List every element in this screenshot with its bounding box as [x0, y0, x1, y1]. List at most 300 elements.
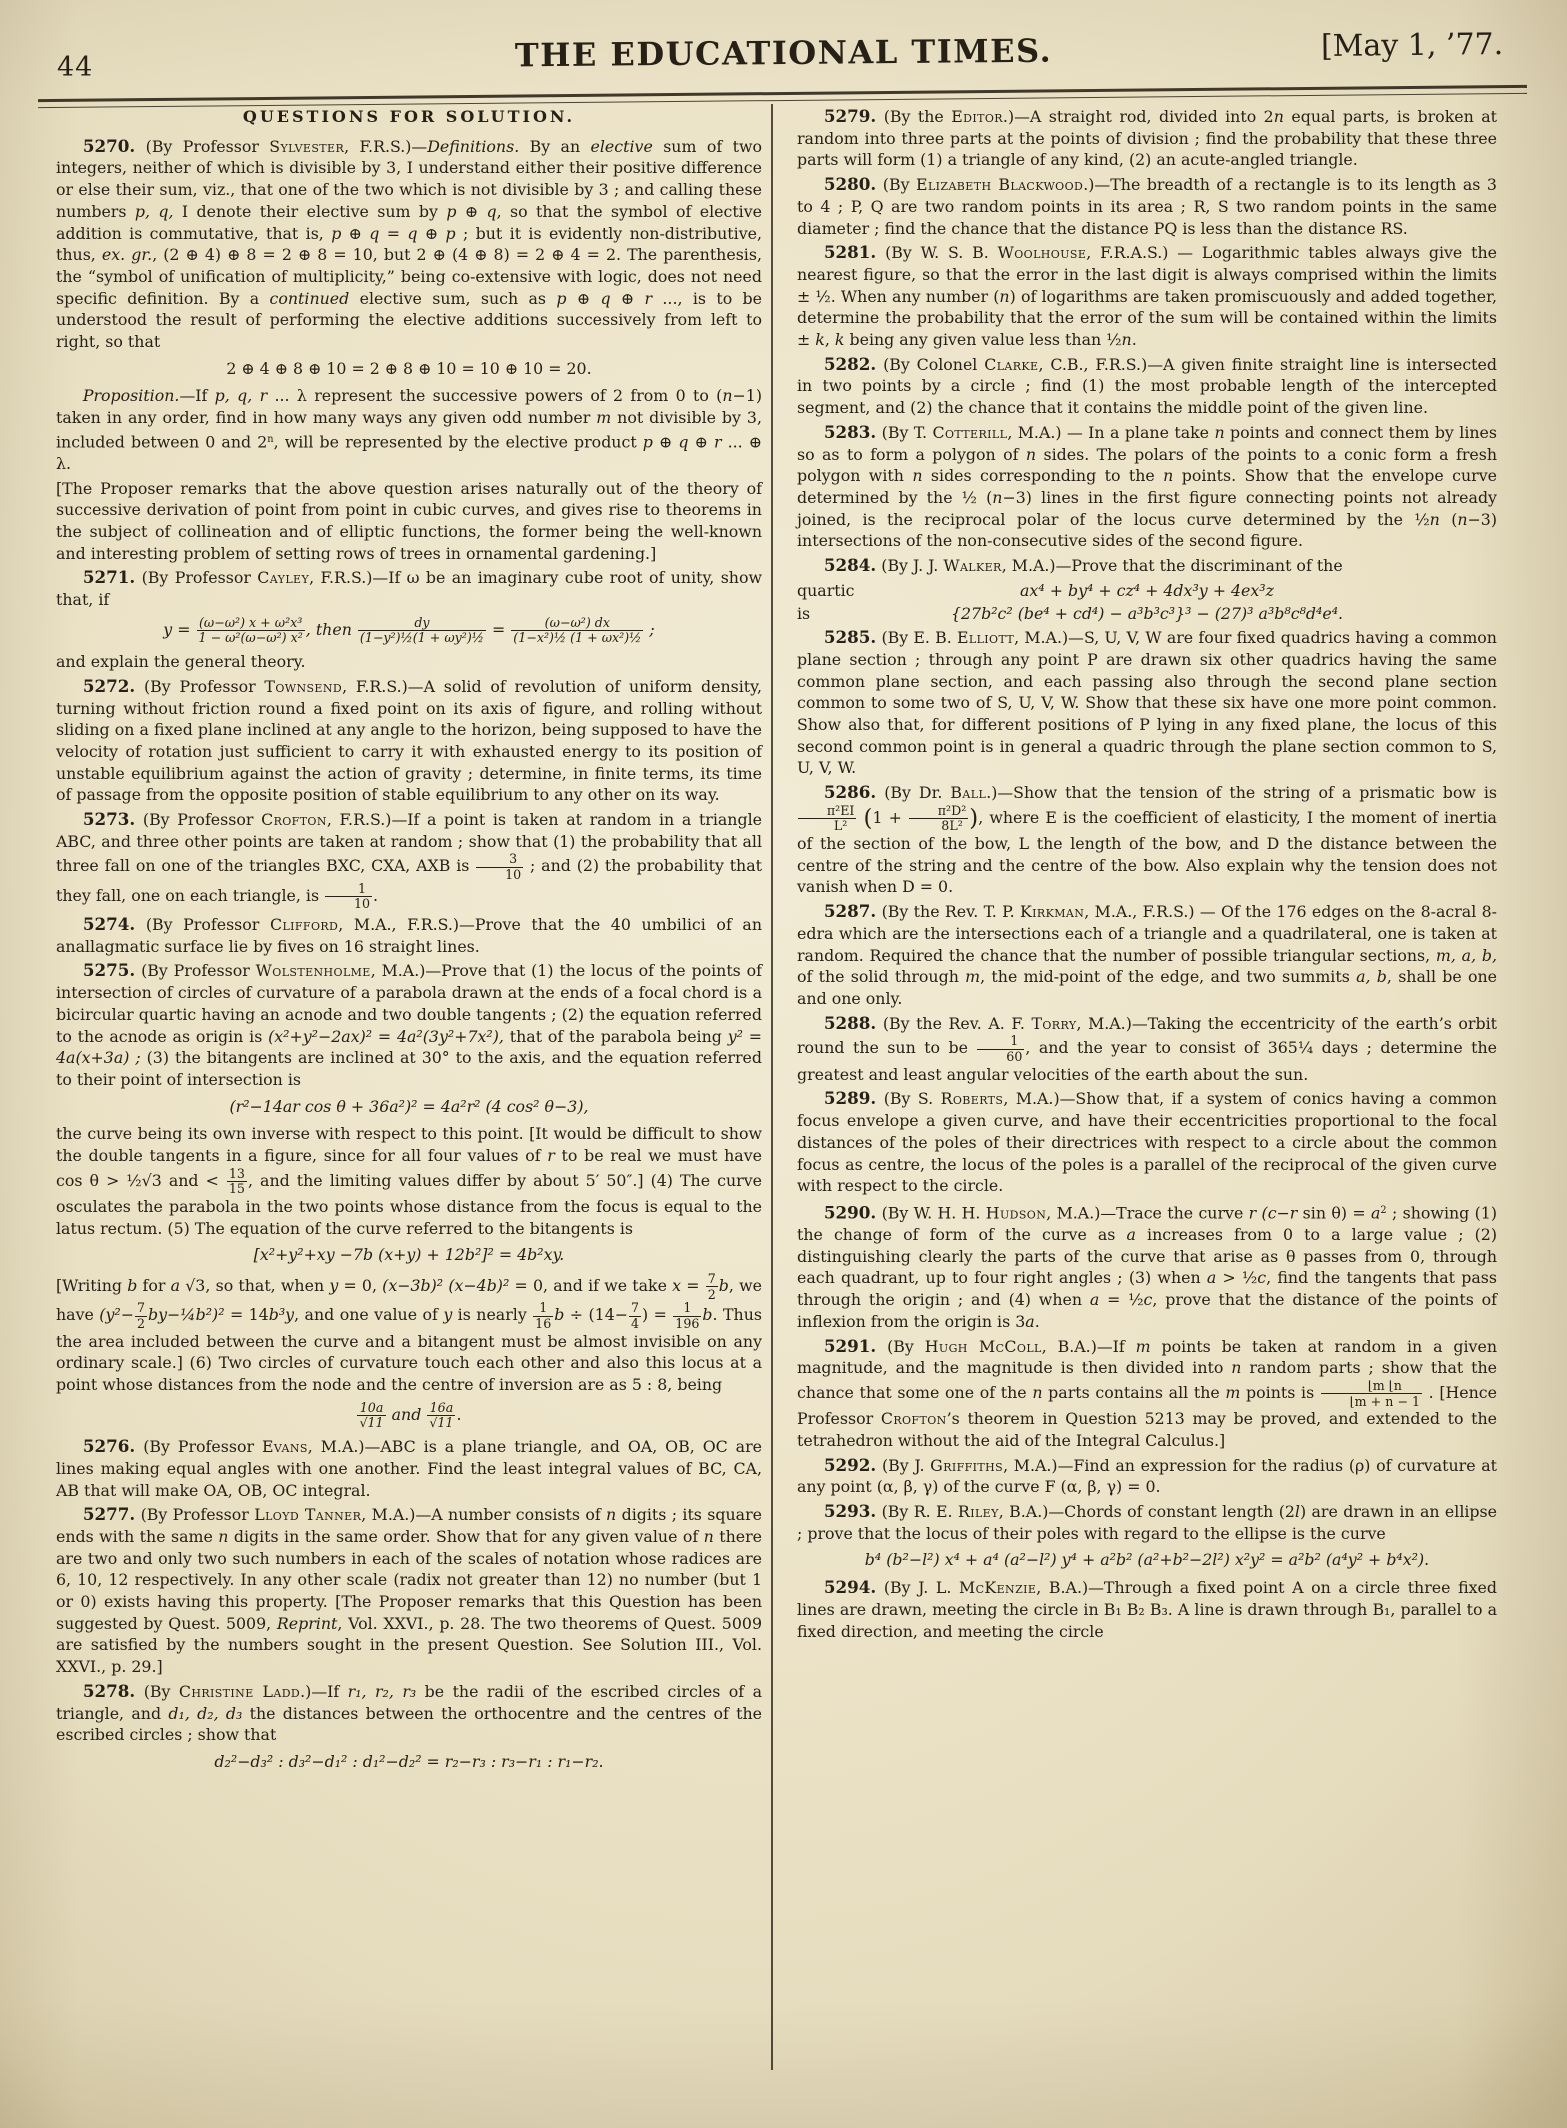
- italic-run: continued: [269, 288, 350, 308]
- small-caps-name: Roberts: [940, 1089, 1004, 1109]
- italic-run: a, b: [1356, 967, 1387, 987]
- italic-run: n: [999, 286, 1010, 306]
- text-run: be the radii of the escribed circles of a triangle, and: [56, 1681, 762, 1723]
- text-run: [Writing: [56, 1275, 128, 1295]
- italic-run: q: [486, 201, 497, 221]
- italic-run: 36a²)² = 4a²r²: [369, 1096, 481, 1116]
- question-paragraph: [797, 1577, 1497, 1642]
- italic-run: n: [1163, 466, 1174, 486]
- text-run: ; but it is evidently non-distributive, thus,: [56, 223, 762, 265]
- italic-run: p, q,: [134, 201, 174, 221]
- text-run: (By Professor: [135, 915, 270, 935]
- small-caps-name: Clarke: [984, 354, 1039, 374]
- formula-line: [56, 1244, 762, 1266]
- italic-run: c: [1257, 1268, 1267, 1288]
- text-run: , shall be one and one only.: [797, 967, 1498, 1008]
- italic-run: q: [678, 432, 689, 452]
- italic-run: n: [912, 466, 923, 486]
- question-paragraph: [797, 174, 1497, 239]
- fraction: $\frac{3}{10}$: [475, 852, 524, 881]
- italic-run: ax⁴ + by⁴ + cz⁴ + 4dx³y + 4ex³z: [1020, 580, 1274, 600]
- text-run: , prove that the distance of the points of inflexion from the origin is 3: [797, 1290, 1498, 1331]
- text-run: (By Colonel: [876, 354, 985, 374]
- fraction: $\frac{7}{2}$: [136, 1300, 145, 1332]
- text-run: points and connect them by lines so as to form a polygon of: [797, 422, 1498, 464]
- page-number: 44: [57, 52, 94, 83]
- question-number: 5289.: [823, 1088, 877, 1109]
- text-run: ) are drawn in an ellipse ; prove that the locus of their poles with regard to the ellipse is the curve: [797, 1502, 1497, 1543]
- fraction: $\frac{⌊m ⌊n}{⌊m + n - 1}$: [1320, 1379, 1423, 1408]
- italic-run: n: [1457, 509, 1468, 529]
- question-number: 5286.: [823, 782, 877, 803]
- italic-run: b: [127, 1275, 138, 1295]
- question-paragraph: [797, 354, 1497, 419]
- italic-run: r₁, r₂, r₃: [347, 1681, 417, 1701]
- italic-run: q: [407, 223, 418, 243]
- fraction: $\frac{7}{2}$: [707, 1271, 716, 1302]
- small-caps-name: Editor: [951, 107, 1003, 126]
- text-run: , M.A.)—Prove that (1) the locus of the points of intersection of circles of curvature of a parabola drawn at the ends of a focal chord is a bicircular quartic having an acnode and two double tangents ; (2) the equation referred to the acnode as origin is: [56, 961, 762, 1046]
- question-paragraph: [56, 914, 762, 957]
- text-run: (By the Rev. A. F.: [876, 1013, 1032, 1033]
- text-run: (3) the bitangents are inclined at 30° to the axis, and the equation referred to their point of intersection is: [56, 1048, 762, 1089]
- text-run: not divisible by 3, included between 0 and 2: [56, 408, 762, 452]
- small-caps-name: Evans: [261, 1437, 308, 1457]
- text-run: 2 ⊕ 4 ⊕ 8 ⊕ 10 = 2 ⊕ 8 ⊕ 10 = 10 ⊕ 10 = 20.: [226, 358, 592, 378]
- question-number: 5284.: [823, 555, 877, 576]
- italic-run: y² = 4a(x+3a) ;: [56, 1026, 763, 1068]
- question-paragraph: [797, 555, 1497, 577]
- small-caps-name: Torry: [1031, 1013, 1077, 1033]
- text-run: , M.A.)—ABC is a plane triangle, and OA, OB, OC are lines making equal angles with one another. Find the least integral values of BC, CA, AB that will make OA, OB, OC integral.: [56, 1437, 763, 1500]
- text-run: , B.A.)—If: [1041, 1336, 1136, 1356]
- text-run: , and the limiting values differ by about 5′ 50″.] (4) The curve osculates the parabola in the two points whose distance from the focus is equal to the latus rectum. (5) The equation of the curve referred to the bitangents is: [56, 1170, 762, 1238]
- big-paren: ): [969, 805, 979, 832]
- text-run: points is: [1240, 1382, 1320, 1402]
- text-run: ’s theorem in Question 5213 may be proved, and extended to the tetrahedron without the aid of the Integral Calculus.]: [797, 1409, 1498, 1450]
- question-paragraph: [56, 1272, 762, 1396]
- small-caps-name: Woolhouse: [997, 243, 1087, 263]
- italic-run: m: [1225, 1382, 1241, 1402]
- column-divider: [771, 104, 773, 2070]
- formula-line: [797, 1549, 1497, 1571]
- small-caps-name: Cayley: [257, 568, 310, 588]
- small-caps-name: Riley: [957, 1502, 999, 1521]
- question-number: 5288.: [823, 1012, 877, 1033]
- question-paragraph: [56, 385, 762, 474]
- italic-run: n: [1121, 330, 1132, 350]
- text-run: ÷ (14−: [564, 1305, 628, 1325]
- text-run: ..., is to be understood the result of performing the elective additions successively from left to right, so that: [56, 288, 763, 352]
- text-run: ,: [824, 330, 835, 350]
- page-title: THE EDUCATIONAL TIMES.: [514, 31, 1053, 75]
- question-number: 5277.: [82, 1504, 136, 1525]
- text-run: = 0, and if we take: [509, 1275, 673, 1295]
- text-run: (4 cos² θ−3),: [480, 1096, 589, 1116]
- italic-run: c: [1143, 1290, 1153, 1310]
- text-run: ... λ represent the successive powers of 2 from 0 to (: [267, 386, 723, 406]
- italic-run: m: [1135, 1336, 1151, 1356]
- equation-side-label: quartic: [797, 580, 855, 600]
- text-run: , M.A.) — In a plane take: [1007, 422, 1215, 442]
- text-run: , the mid-point of the edge, and two summits: [980, 967, 1357, 987]
- text-run: (By W. H. H.: [876, 1203, 986, 1223]
- text-run: there are two and only two such numbers in each of the scales of notation whose radices are 6, 10, 12 respectively. In any other scale (radix not greater than 12) no number (but 1 or 0) exists having this property. [The Proposer remarks that this Question has been suggested by Quest. 5009,: [56, 1526, 763, 1633]
- small-caps-name: Sylvester: [269, 136, 345, 156]
- text-run: ⊕: [417, 223, 446, 243]
- text-run: −1) taken in any order, find in how many ways any given odd number: [56, 386, 762, 428]
- superscript: 2: [1380, 1204, 1387, 1216]
- question-paragraph: [56, 1504, 762, 1678]
- italic-run: Proposition.: [82, 386, 180, 406]
- text-run: ⊕: [652, 432, 679, 452]
- italic-run: d₂²−d₃² : d₃²−d₁² : d₁²−d₂² = r₂−r₃ : r₃−r₁ : r₁−r₂.: [214, 1751, 604, 1771]
- text-run: =: [172, 619, 196, 639]
- italic-run: by−¼b²)²: [148, 1305, 225, 1325]
- text-run: , M.A.)—A number consists of: [361, 1505, 607, 1525]
- text-run: , F.R.S.)—A solid of revolution of uniform density, turning without friction round a fixed point on its axis of figure, and rolling without sliding on a fixed plane inclined at any angle to the horizon, being supposed to have the velocity of rotation just sufficient to carry it with exhausted energy to its position of unstable equilibrium against the action of gravity ; determine, in finite terms, its time of passage from the opposite position of stable equilibrium to any other on its way.: [56, 676, 762, 805]
- fraction: $\frac{\text{π²D²}}{\text{8L²}}$: [908, 804, 969, 833]
- italic-run: (x−3b)² (x−4b)²: [382, 1275, 510, 1295]
- fraction: $\frac{16a}{√11}$: [429, 1399, 454, 1431]
- italic-run: y: [443, 1305, 453, 1325]
- text-run: sides corresponding to the: [922, 466, 1164, 486]
- italic-run: b: [554, 1305, 565, 1325]
- text-run: , M.A.)—Find an expression for the radius (ρ) of curvature at any point (α, β, γ) of the curve F (α, β, γ) = 0.: [797, 1455, 1497, 1497]
- italic-run: r: [547, 1146, 555, 1166]
- fraction: $\frac{1}{60}$: [976, 1034, 1025, 1063]
- text-run: , F.R.S.)—If ω be an imaginary cube root of unity, show that, if: [56, 568, 763, 610]
- text-run: , where E is the coefficient of elasticity, I the moment of inertia of the section of the bow, L the length of the bow, and D the distance between the centre of the string and the centre of the bow. Also explain why the tension does not vanish when D = 0.: [797, 807, 1497, 897]
- text-run: (By Professor: [135, 568, 258, 588]
- formula-line: [56, 1751, 762, 1773]
- text-run: (By W. S. B.: [876, 243, 998, 263]
- text-run: , M.A., F.R.S.)—Prove that the 40 umbilici of an anallagmatic surface lie by fives on 16 straight lines.: [56, 915, 762, 956]
- fraction: $\frac{dy}{\text{(1−y²)½(1 + ωy²)½}}$: [359, 614, 484, 646]
- italic-run: Definitions.: [427, 136, 520, 156]
- text-run: ; and (2) the probability that they fall, one on each triangle, is: [56, 856, 762, 905]
- text-run: , M.A.)—Taking the eccentricity of the earth’s orbit round the sun to be: [797, 1013, 1497, 1058]
- text-run: , M.A.)—S, U, V, W are four fixed quadrics having a common plane section ; through any point P are drawn six other quadrics having the same common plane section, and each passing also through the second plane section common to some two of S, U, V, W. Show that these six have one more point common. Show also that, for different positions of P lying in any fixed plane, the locus of this second common point is in general a quadric through the plane section common to S, U, V, W.: [797, 628, 1497, 778]
- italic-run: y: [329, 1275, 339, 1295]
- question-paragraph: [797, 901, 1497, 1010]
- text-run: the curve being its own inverse with respect to this point. [It would be difficult to show the double tangents in a figure, since for all four values of: [56, 1124, 762, 1166]
- italic-run: n: [1025, 444, 1037, 464]
- italic-run: n: [703, 1526, 714, 1546]
- italic-run: r: [713, 432, 722, 452]
- text-run: > ½: [1216, 1268, 1258, 1288]
- issue-date: [May 1, ’77.: [1320, 27, 1504, 64]
- text-run: , then: [305, 619, 357, 639]
- text-run: ⊕: [688, 432, 714, 452]
- text-run: ⊕: [456, 201, 487, 221]
- question-paragraph: [797, 422, 1497, 552]
- small-caps-name: Wolstenholme: [255, 961, 371, 981]
- text-run: (By Professor: [135, 1437, 262, 1457]
- italic-run: m, a, b,: [1435, 945, 1497, 965]
- text-run: (By Professor: [135, 136, 270, 156]
- question-number: 5271.: [82, 567, 136, 588]
- text-run: (By Dr.: [876, 783, 951, 803]
- italic-run: b: [718, 1275, 729, 1295]
- text-run: (By S.: [876, 1089, 941, 1109]
- text-run: (By the: [876, 107, 952, 126]
- text-run: .)—If: [300, 1681, 348, 1701]
- right-column: [797, 106, 1497, 1645]
- small-caps-name: Walker: [943, 556, 1002, 576]
- text-run: , find the tangents that pass through the origin ; and (4) when: [797, 1268, 1497, 1310]
- text-run: that of the parabola being: [503, 1026, 728, 1046]
- superscript: n: [267, 433, 274, 445]
- italic-run: ex. gr.: [101, 245, 153, 265]
- italic-run: q: [369, 223, 380, 243]
- question-number: 5278.: [82, 1680, 136, 1701]
- text-run: , F.R.S.)—: [344, 136, 428, 156]
- text-run: (By: [876, 175, 917, 195]
- italic-run: n: [992, 487, 1003, 507]
- question-number: 5275.: [82, 960, 136, 981]
- text-run: points. Show that the envelope curve determined by the ½ (: [797, 466, 1497, 507]
- question-number: 5291.: [823, 1335, 877, 1356]
- italic-run: d₁, d₂, d₃: [168, 1703, 243, 1723]
- small-caps-name: Crofton: [880, 1409, 947, 1429]
- page-header: [0, 26, 1567, 96]
- text-run: , M.A., F.R.S.) — Of the 176 edges on the 8-acral 8-edra which are the intersections each of a triangle and a quadrilateral, one is taken at random. Required the chance that the number of possible triangular sections,: [797, 902, 1498, 965]
- text-run: 1 +: [872, 807, 908, 827]
- text-run: .)—A straight rod, divided into 2: [1002, 107, 1274, 126]
- text-run: , M.A.)—Prove that the discriminant of the: [1001, 556, 1343, 576]
- text-run: cos θ +: [299, 1096, 370, 1116]
- question-number: 5282.: [823, 353, 877, 374]
- italic-run: {27b²c² (be⁴ + cd⁴) − a³b³c³}³ − (27)³ a³b⁸c⁸d⁴e⁴.: [950, 604, 1344, 624]
- text-run: , (2 ⊕ 4) ⊕ 8 = 2 ⊕ 8 = 10, but 2 ⊕ (4 ⊕ 8) = 2 ⊕ 4 = 2. The parenthesis, the “symbol of unification of multiplicity,” being co-extensive with logic, does not need specific definition. By a: [56, 245, 762, 308]
- big-paren: (: [863, 805, 873, 832]
- question-number: 5283.: [823, 421, 877, 442]
- italic-run: b³y: [268, 1305, 295, 1325]
- question-paragraph: [797, 1200, 1497, 1333]
- text-run: , F.R.S.)—If a point is taken at random in a triangle ABC, and three other points are taken at random ; show that (1) the probability that all three fall on one of the triangles BXC, CXA, AXB is: [56, 810, 762, 876]
- text-run: , F.R.A.S.) — Logarithmic tables always give the nearest figure, so that the error in the last digit is always comprised within the limits ± ½. When any number (: [797, 243, 1497, 306]
- question-number: 5290.: [823, 1202, 877, 1223]
- question-paragraph: [56, 1123, 762, 1239]
- text-run: , and one value of: [294, 1305, 444, 1325]
- question-paragraph: [56, 651, 762, 673]
- text-run: (By J. J.: [876, 556, 944, 576]
- text-run: , B.A.)—Through a fixed point A on a circle three fixed lines are drawn, meeting the circle in B₁ B₂ B₃. A line is drawn through B₁, parallel to a fixed direction, and meeting the circle: [797, 1578, 1497, 1641]
- text-run: .: [456, 1404, 462, 1424]
- text-run: —If: [179, 386, 215, 406]
- text-run: and: [386, 1404, 427, 1424]
- question-paragraph: [56, 1681, 762, 1746]
- formula-line: [56, 616, 762, 645]
- small-caps-name: Elliott: [956, 628, 1015, 648]
- text-run: for: [137, 1275, 171, 1295]
- text-run: .: [1034, 1311, 1040, 1331]
- text-run: ; showing (1) the change of form of the curve as: [797, 1203, 1498, 1244]
- fraction: $\frac{\text{(ω−ω²) dx}}{\text{(1−x²)½ (1 + ωx²)½}}$: [513, 614, 642, 646]
- small-caps-name: Christine Ladd: [178, 1681, 301, 1701]
- text-run: points be taken at random in a given magnitude, and the magnitude is then divided into: [797, 1336, 1498, 1378]
- italic-run: q: [600, 288, 611, 308]
- italic-run: a: [1089, 1290, 1100, 1310]
- text-run: and explain the general theory.: [56, 652, 306, 672]
- text-run: (By the Rev. T. P.: [876, 902, 1020, 922]
- text-run: , we have: [56, 1275, 762, 1325]
- text-run: digits in the same order. Show that for any given value of: [228, 1526, 704, 1546]
- question-number: 5274.: [82, 914, 136, 935]
- text-run: parts contains all the: [1042, 1382, 1226, 1402]
- text-run: (By Professor: [135, 1505, 255, 1525]
- small-caps-name: Hugh McColl: [924, 1336, 1042, 1356]
- text-run: , Vol. XXVI., p. 28. The two theorems of Quest. 5009 are satisfied by the numbers sought in the present Question. See Solution III., Vol. XXVI., p. 29.]: [56, 1613, 762, 1677]
- question-paragraph: [797, 1501, 1497, 1544]
- formula-line: [797, 603, 1497, 625]
- text-run: digits ; its square ends with the same: [56, 1505, 762, 1546]
- text-run: , B.A.)—Chords of constant length (2: [998, 1502, 1295, 1521]
- question-number: 5292.: [823, 1454, 877, 1475]
- question-paragraph: [56, 136, 762, 353]
- small-caps-name: Griffiths: [930, 1455, 1004, 1475]
- text-run: sin θ) =: [1297, 1203, 1371, 1223]
- formula-line: [56, 1401, 762, 1430]
- text-run: , so that the symbol of elective addition is commutative, that is,: [56, 201, 763, 243]
- italic-run: p, q, r: [214, 386, 268, 406]
- text-run: .)—The breadth of a rectangle is to its length as 3 to 4 ; P, Q are two random points in its area ; R, S two random points in the same diameter ; find the chance that the distance PQ is less than the distance RS.: [797, 175, 1497, 238]
- text-run: increases from 0 to a large value ; (2) distinguishing clearly the parts of the curve that arise as θ passes from 0, through each quadrant, up to four right angles ; (3) when: [797, 1224, 1497, 1288]
- fraction: $\frac{\text{(ω−ω²) x + ω²x³}}{\text{1 − ω²(ω−ω²) x²}}$: [198, 614, 303, 646]
- question-paragraph: [56, 567, 762, 610]
- fraction: $\frac{10a}{√11}$: [359, 1399, 384, 1431]
- text-run: , C.B., F.R.S.)—A given finite straight line is intersected in two points by a circle ; find (1) the most probable length of the intercepted segment, and (2) the chance that it contains the middle point of the given line.: [797, 354, 1497, 418]
- small-caps-name: Kirkman: [1019, 902, 1085, 922]
- text-run: .: [373, 885, 379, 905]
- text-run: (By Professor: [135, 810, 262, 830]
- small-caps-name: Ball: [950, 783, 987, 803]
- text-run: (By Professor: [135, 961, 256, 981]
- formula-line: [56, 358, 762, 380]
- equation-side-label: is: [797, 604, 811, 624]
- question-number: 5293.: [823, 1501, 877, 1521]
- italic-run: n: [722, 386, 733, 406]
- question-number: 5276.: [82, 1436, 136, 1457]
- section-title: QUESTIONS FOR SOLUTION.: [242, 107, 576, 126]
- italic-run: p: [556, 288, 567, 308]
- text-run: ) =: [642, 1305, 673, 1325]
- italic-run: n: [606, 1505, 617, 1525]
- italic-run: a: [1025, 1311, 1035, 1331]
- italic-run: n: [1231, 1358, 1242, 1378]
- text-run: =: [379, 223, 408, 243]
- italic-run: n: [1214, 422, 1225, 442]
- text-run: the distances between the orthocentre and the centres of the escribed circles ; show that: [56, 1703, 762, 1745]
- italic-run: a: [170, 1275, 181, 1295]
- text-run: , will be represented by the elective product: [273, 432, 643, 452]
- text-run: sum of two integers, neither of which is divisible by 3, I understand either their positive difference or else their sum, viz., that one of the two which is not divisible by 3 ; and calling these numbers: [56, 136, 762, 221]
- small-caps-name: Clifford: [269, 915, 339, 935]
- text-run: (: [1439, 509, 1458, 529]
- text-run: = 0,: [338, 1275, 383, 1295]
- question-paragraph: [797, 242, 1497, 351]
- italic-run: r (c−r: [1248, 1203, 1298, 1223]
- italic-run: b⁴ (b²−l²) x⁴ + a⁴ (a²−l²) y⁴ + a²b² (a²+b²−2l²) x²y² = a²b² (a⁴y² + b⁴x²).: [864, 1550, 1430, 1570]
- small-caps-name: McKenzie: [959, 1578, 1037, 1598]
- italic-run: m: [965, 967, 981, 987]
- text-run: √3, so that, when: [180, 1275, 330, 1295]
- fraction: $\frac{\text{π²EI}}{\text{L²}}$: [797, 804, 857, 833]
- italic-run: k: [834, 330, 845, 350]
- question-number: 5294.: [823, 1577, 877, 1598]
- italic-run: k: [815, 330, 825, 350]
- text-run: ) of logarithms are taken promiscuously and added together, determine the probability that the error of the sum will be contained within the limits ±: [797, 286, 1497, 350]
- question-number: 5270.: [82, 135, 136, 156]
- text-run: =: [681, 1275, 705, 1295]
- question-paragraph: [56, 809, 762, 911]
- text-run: (By J. L.: [876, 1578, 960, 1598]
- text-run: (By: [876, 1336, 925, 1356]
- fraction: $\frac{1}{196}$: [675, 1300, 700, 1332]
- text-run: elective sum, such as: [349, 288, 557, 308]
- question-paragraph: [797, 782, 1497, 898]
- italic-run: p: [331, 223, 342, 243]
- italic-run: a: [1126, 1224, 1136, 1244]
- text-run: ⊕: [341, 223, 370, 243]
- text-run: (By Professor: [135, 676, 265, 696]
- italic-run: x: [672, 1275, 682, 1295]
- question-paragraph: [56, 960, 762, 1090]
- text-run: = ½: [1099, 1290, 1144, 1310]
- text-run: random parts ; show that the chance that some one of the: [797, 1358, 1497, 1402]
- formula-line: [56, 1096, 762, 1118]
- text-run: −3) intersections of the non-consecutive sides of the second figure.: [797, 509, 1497, 551]
- text-run: equal parts, is broken at random into three parts at the points of division ; find the probability that these three parts will form (1) a triangle of any kind, (2) an acute-angled triangle.: [797, 107, 1498, 170]
- question-number: 5287.: [823, 901, 877, 922]
- small-caps-name: Lloyd Tanner: [254, 1505, 362, 1525]
- question-paragraph: [797, 1013, 1497, 1086]
- italic-run: n: [218, 1526, 229, 1546]
- text-run: sides. The polars of the points to a conic form a fresh polygon with: [797, 444, 1497, 486]
- text-run: . Thus the area included between the curve and a bitangent must be almost invisible on any ordinary scale.] (6) Two circles of curvature touch each other and also this locus at a point whose distances from the node and the centre of inversion are as 5 : 8, being: [56, 1305, 762, 1395]
- formula-line: [797, 580, 1497, 602]
- text-run: ⊕: [610, 288, 645, 308]
- text-run: .: [1131, 330, 1137, 350]
- fraction: $\frac{1}{10}$: [324, 882, 373, 911]
- italic-run: a: [1206, 1268, 1217, 1288]
- question-number: 5280.: [823, 174, 877, 195]
- question-paragraph: [56, 676, 762, 806]
- question-paragraph: [797, 1455, 1497, 1498]
- italic-run: n: [1429, 509, 1440, 529]
- text-run: .)—Show that the tension of the string of a prismatic bow is: [986, 783, 1498, 803]
- small-caps-name: Hudson: [985, 1203, 1047, 1223]
- question-number: 5285.: [823, 627, 877, 648]
- italic-run: n: [1032, 1382, 1043, 1402]
- text-run: . [Hence Professor: [797, 1382, 1497, 1429]
- italic-run: y: [163, 619, 173, 639]
- italic-run: p: [446, 201, 457, 221]
- text-run: [The Proposer remarks that the above question arises naturally out of the theory of successive derivation of point from point in cubic curves, and gives rise to theorems in the subject of collineation and of elliptic functions, the former being the well-known and interesting problem of setting rows of trees in ornamental gardening.]: [56, 478, 762, 563]
- italic-run: (y²−: [99, 1305, 134, 1325]
- question-number: 5281.: [823, 242, 877, 263]
- text-run: , M.A.)—Trace the curve: [1046, 1203, 1249, 1223]
- italic-run: l: [1294, 1502, 1300, 1521]
- text-run: to be real we must have cos θ > ½√3 and <: [56, 1146, 762, 1190]
- text-run: ⊕: [566, 288, 601, 308]
- italic-run: (r²−14ar: [229, 1096, 300, 1116]
- italic-run: Reprint: [276, 1613, 338, 1633]
- question-number: 5272.: [82, 675, 136, 696]
- left-column: [56, 106, 762, 1779]
- question-paragraph: [56, 1436, 762, 1501]
